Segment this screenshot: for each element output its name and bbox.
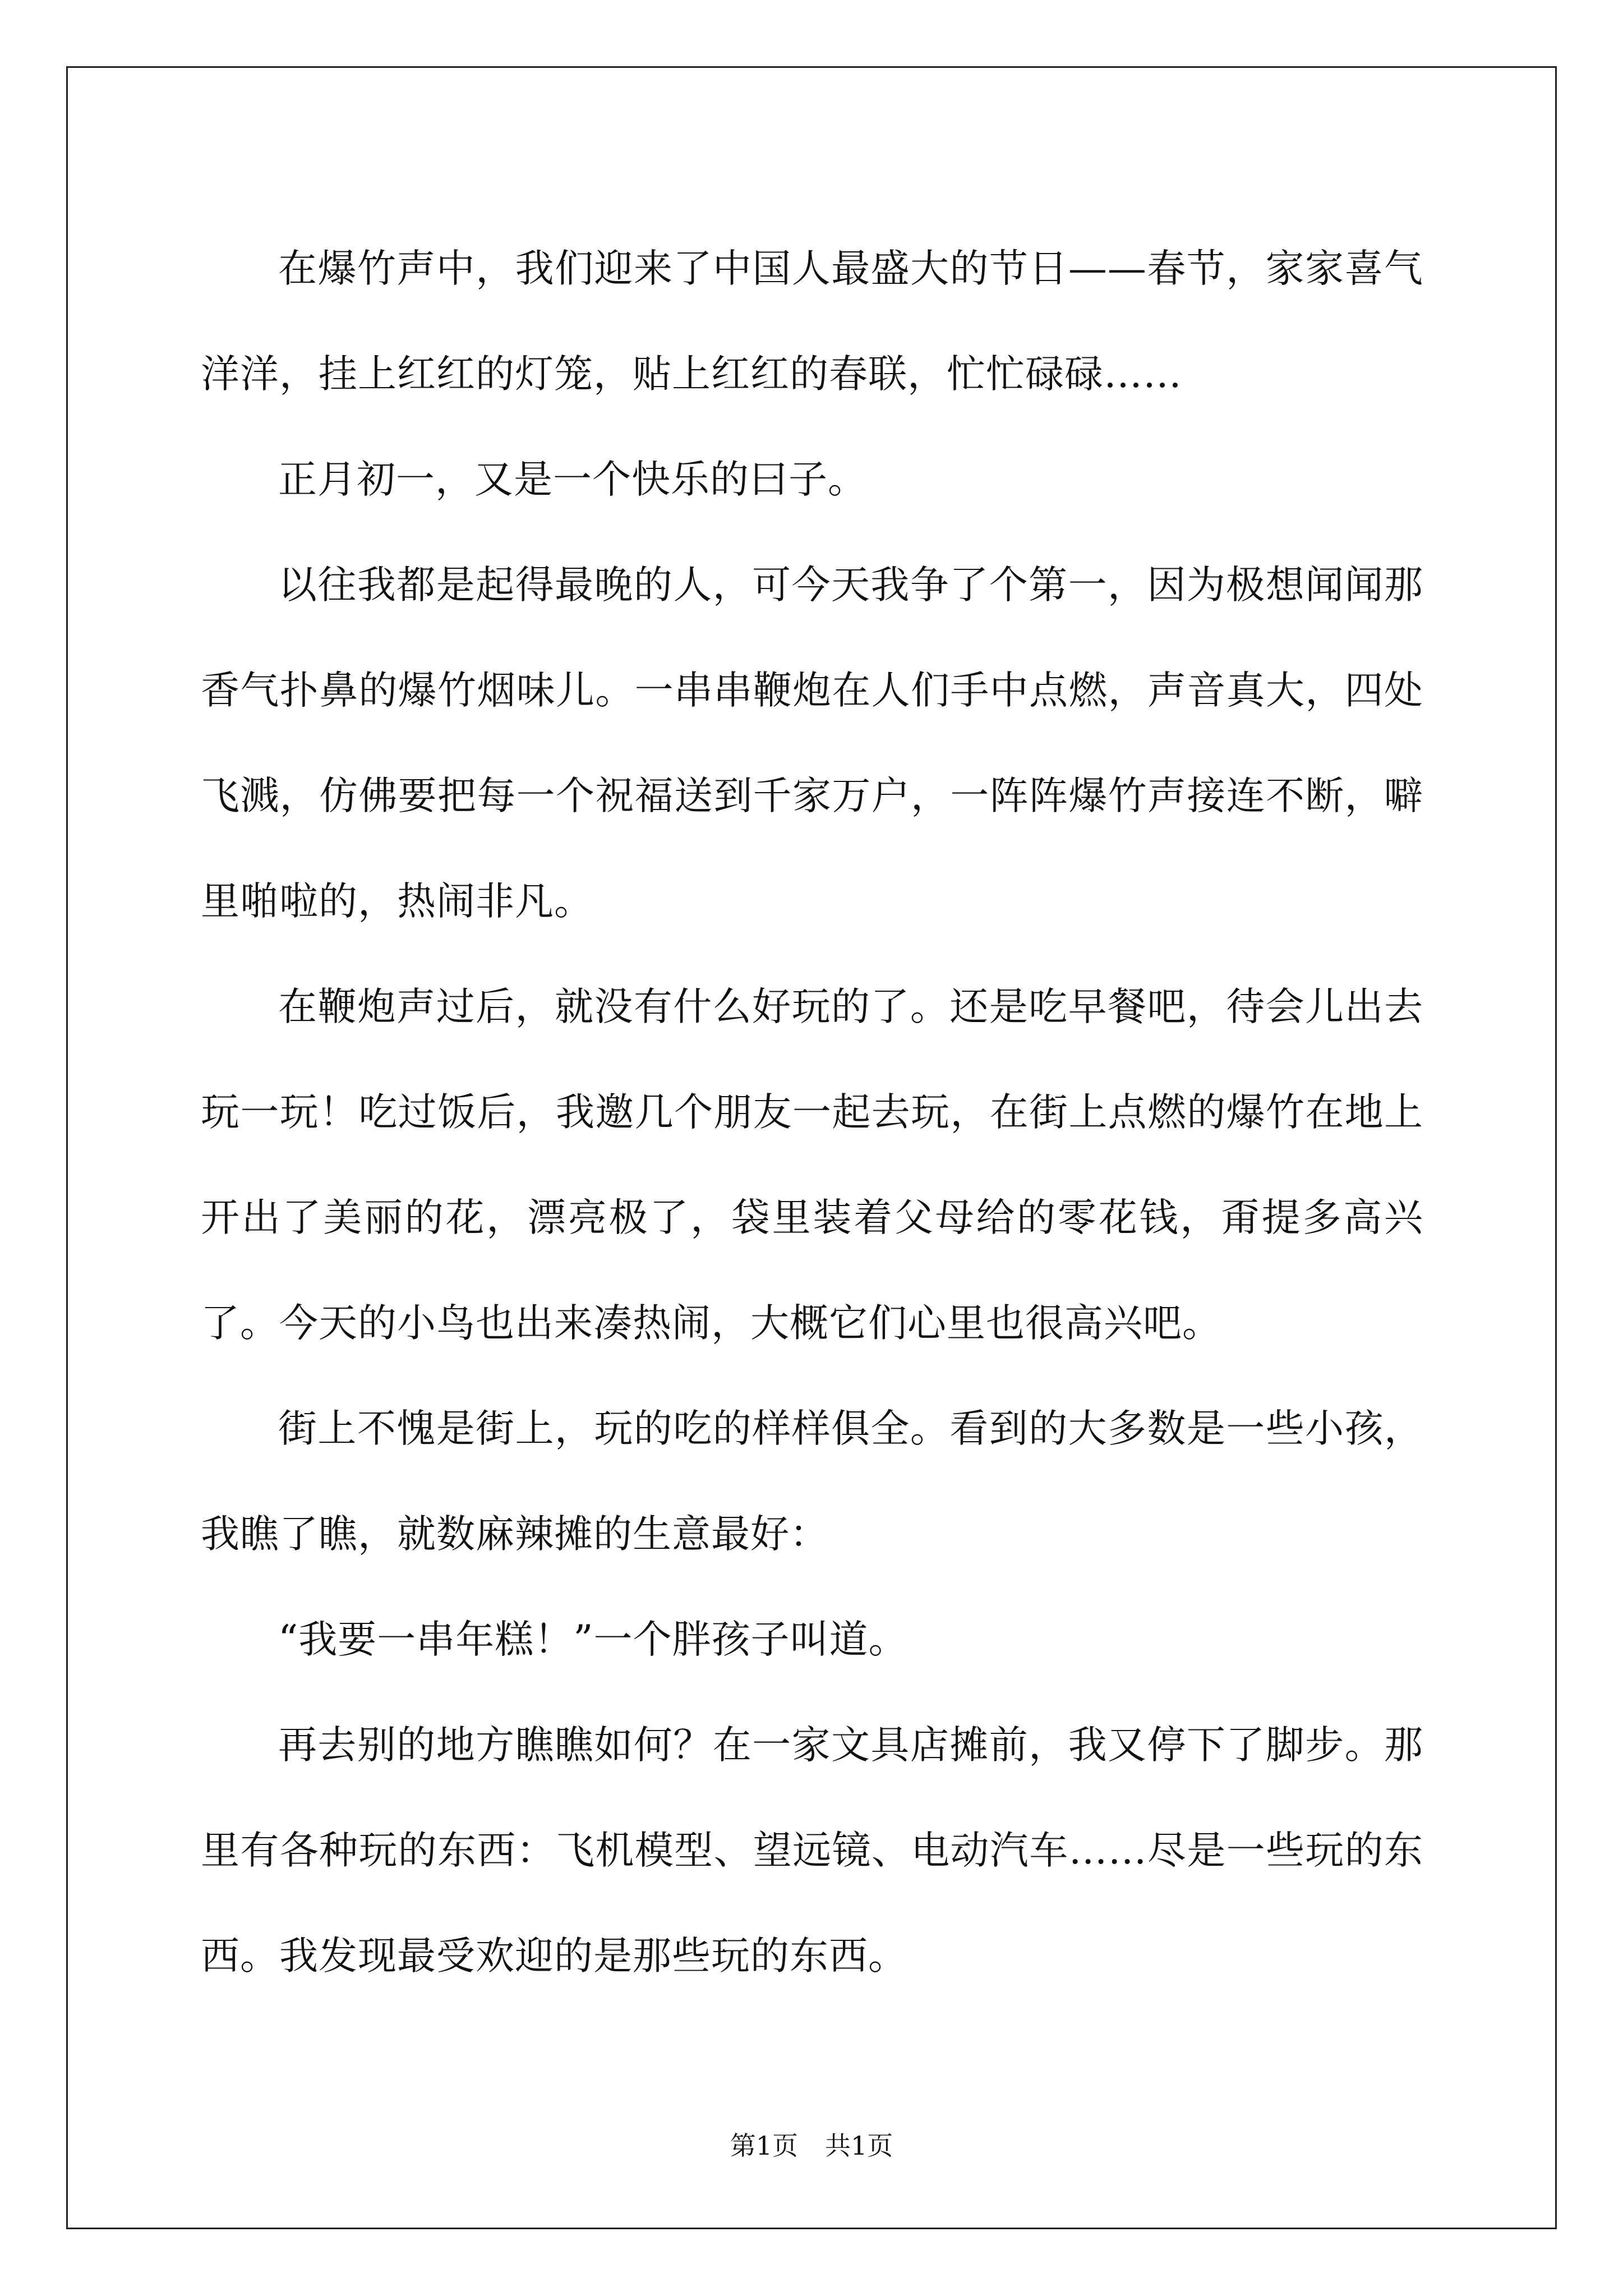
page-number: 第1页 xyxy=(730,2131,798,2161)
paragraph-1: 在爆竹声中，我们迎来了中国人最盛大的节日——春节，家家喜气洋洋，挂上红红的灯笼，贴上红红的春联，忙忙碌碌…… xyxy=(201,246,1423,397)
document-body xyxy=(201,216,1423,2009)
paragraph-3: 以往我都是起得最晚的人，可今天我争了个第一，因为极想闻闻那香气扑鼻的爆竹烟味儿。一串串鞭炮在人们手中点燃，声音真大，四处飞溅，仿佛要把每一个祝福送到千家万户，一阵阵爆竹声接连不断，噼里啪啦的，热闹非凡。 xyxy=(201,563,1423,924)
page-total: 共1页 xyxy=(825,2131,893,2161)
paragraph-6: “我要一串年糕！”一个胖孩子叫道。 xyxy=(278,1617,908,1662)
paragraph-4: 在鞭炮声过后，就没有什么好玩的了。还是吃早餐吧，待会儿出去玩一玩！吃过饭后，我邀几个朋友一起去玩，在街上点燃的爆竹在地上开出了美丽的花，漂亮极了，袋里装着父母给的零花钱，甭提多高兴了。今天的小鸟也出来凑热闹，大概它们心里也很高兴吧。 xyxy=(201,984,1423,1346)
paragraph-2: 正月初一，又是一个快乐的曰子。 xyxy=(278,457,867,502)
paragraph-5: 街上不愧是街上，玩的吃的样样俱全。看到的大多数是一些小孩，我瞧了瞧，就数麻辣摊的生意最好： xyxy=(201,1406,1423,1557)
paragraph-7: 再去别的地方瞧瞧如何？在一家文具店摊前，我又停下了脚步。那里有各种玩的东西：飞机模型、望远镜、电动汽车……尽是一些玩的东西。我发现最受欢迎的是那些玩的东西。 xyxy=(201,1723,1423,1978)
page-footer xyxy=(0,2129,1623,2162)
